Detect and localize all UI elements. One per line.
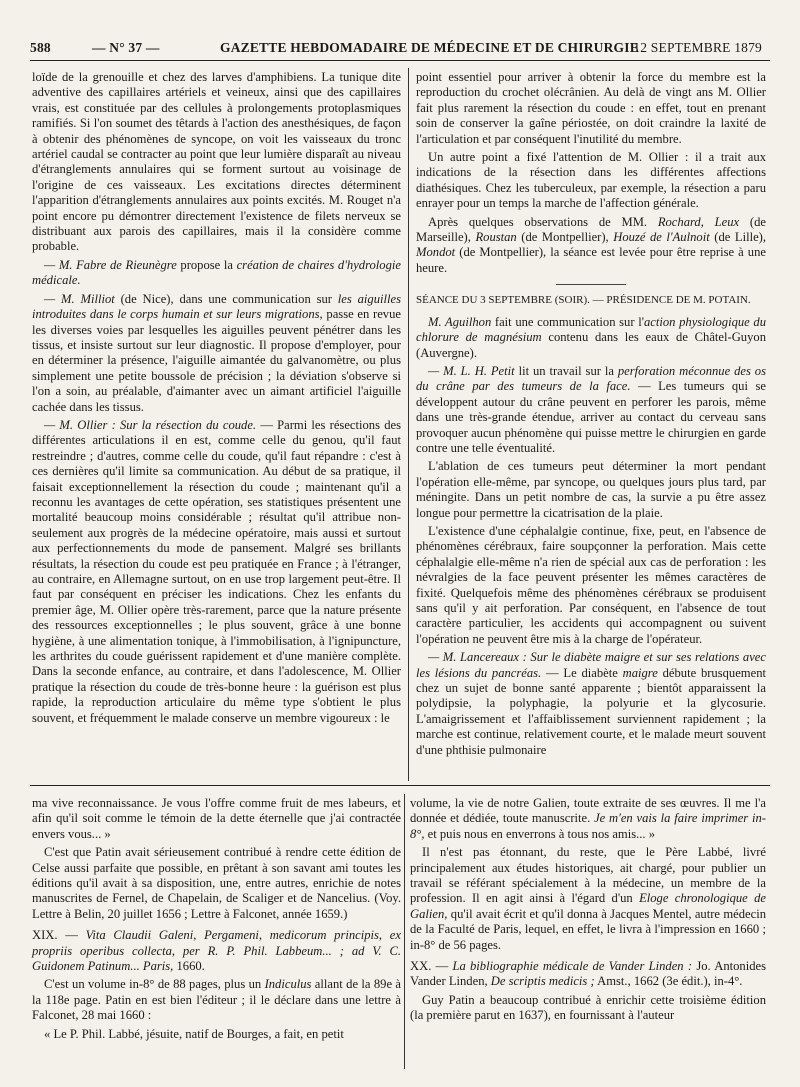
paragraph: « Le P. Phil. Labbé, jésuite, natif de Bourges, a fait, en petit bbox=[44, 1026, 344, 1041]
emphasis: Je m'en vais la faire imprimer in-8°, bbox=[410, 811, 766, 841]
person-name: Mondot bbox=[416, 245, 456, 260]
speaker-name: — M. Lancereaux : Sur le diabète maigre et sur ses relations avec les lésions du pancréas. bbox=[416, 650, 766, 680]
book-title: La bibliographie médicale de Vander Linden : bbox=[452, 959, 693, 974]
paragraph-text: 1660. bbox=[173, 959, 205, 974]
topic-title: action physiologique du chlorure de magnésium bbox=[416, 314, 766, 345]
paragraph: C'est que Patin avait sérieusement contribué à rendre cette édition de Celse aussi parfaite que possible, en prêtant à son savant ami toutes les éditions qu'il avait à sa disposition, une, entre autres, enrichie de notes manuscrites de Fernel, de Chapelain, de Scaliger et de Nancelius. (Voy. Lettre à Belin, 20 juillet 1656 ; Lettre à Falconet, année 1659.) bbox=[32, 845, 401, 921]
book-title: De scriptis medicis ; bbox=[490, 974, 595, 989]
paragraph bbox=[410, 845, 766, 953]
paragraph bbox=[416, 315, 766, 361]
paragraph: Guy Patin a beaucoup contribué à enrichir cette troisième édition (la première parut en 1637), en fournissant à l'auteur bbox=[410, 992, 766, 1023]
paragraph-text: Après quelques observations de MM. bbox=[428, 214, 658, 229]
column-right-top bbox=[416, 70, 766, 761]
separator-rule bbox=[556, 284, 626, 285]
person-name: Rochard, Leux bbox=[657, 214, 740, 229]
bibliography-entry bbox=[410, 959, 766, 990]
topic-title: perforation méconnue des os du crâne par des tumeurs de la face. bbox=[416, 363, 766, 394]
column-left-bottom bbox=[32, 796, 401, 1045]
emphasis: Indiculus bbox=[264, 977, 312, 992]
paragraph-text: et puis nous en enverrons à tous nos amis... » bbox=[424, 826, 655, 841]
speaker-name: M. Aguilhon bbox=[428, 314, 492, 329]
topic-title: les aiguilles introduites dans le corps humain et sur leurs migrations bbox=[32, 291, 401, 322]
page-header bbox=[30, 38, 770, 61]
paragraph: L'ablation de ces tumeurs peut déterminer la mort pendant l'opération elle-même, par syncope, ou quelques jours plus tard, par méningite. Dans un petit nombre de cas, la survie a pu être assez longue pour permettre la cicatrisation de la plaie. bbox=[416, 459, 766, 520]
emphasis: maigre bbox=[622, 665, 658, 680]
paragraph bbox=[410, 796, 766, 842]
paragraph-text: allant de la 89e à la 118e page. Patin en est bien l'éditeur ; il le déclare dans une lettre à Falconet, 28 mai 1660 : bbox=[32, 977, 402, 1023]
entry-number: XX. — bbox=[410, 959, 453, 974]
paragraph-text: — Parmi les résections des différentes articulations il en est, comme celle du genou, qu'il faut restreindre ; d'autres, comme celle du coude, qu'il faut répandre : c'est à ces dernières qu'il limite sa communication. Au début de sa pratique, il faisait exceptionnellement la résection du coude ; maintenant qu'il a reconnu les avantages de cette opération, ses statistiques présentent une mortalité beaucoup moins considérable ; résultat qu'il attribue non-seulement aux progrès de la médecine opératoire, mais aussi et surtout aux perfectionnements du mode de pansement. Malgré ses brillants résultats, la résection du coude est peu pratiquée en France ; à l'étranger, au contraire, en Allemagne surtout, on en use trop largement peut-être. Il faut par conséquent en préciser les indications. Chez les enfants du premier âge, M. Ollier opère très-rarement, parce que la nature présente des ressources exceptionnelles ; le plus souvent, grâce à une bonne hygiène, à une alimentation tonique, à l'immobilisation, à l'ignipuncture, les arthrites du coude guérissent rapidement et d'une manière complète. Dans la seconde enfance, au contraire, et dans l'adolescence, M. Ollier pratique la résection du coude de très-bonne heure : la guérison est plus rapide, la reproduction articulaire du même type s'obtient le plus souvent, et fréquemment le malade conserve un membre vigoureux : le bbox=[32, 417, 401, 725]
speaker-name: — M. L. H. Petit bbox=[428, 363, 515, 378]
paragraph-text: fait une communication sur l' bbox=[491, 314, 644, 329]
paragraph-text: (de Montpellier), bbox=[516, 230, 614, 245]
book-title: Vita Claudii Galeni, Pergameni, medicorum principis, ex propriis operibus collecta, per R. P. Phil. Labbeum... ; ad V. C. Guidonem Patinum... Paris, bbox=[32, 928, 401, 974]
paragraph-text: volume, la vie de notre Galien, toute extraite de ses œuvres. Il me l'a donnée et dédiée, toute manuscrite. bbox=[410, 796, 766, 826]
session-heading: SÉANCE DU 3 SEPTEMBRE (SOIR). — PRÉSIDENCE DE M. POTAIN. bbox=[416, 294, 751, 307]
bibliography-entry bbox=[32, 928, 401, 974]
entry-number: XIX. — bbox=[32, 928, 86, 943]
person-name: Roustan bbox=[475, 230, 517, 245]
issue-number: — N° 37 — bbox=[92, 40, 160, 55]
paragraph-text: Il n'est pas étonnant, du reste, que le Père Labbé, livré principalement aux études historiques, ait chargé, pour publier un travail se référant spécialement à la médecine, un membre de la profession. Il en agit ainsi à l'égard d'un bbox=[410, 845, 766, 906]
paragraph-text: — Les tumeurs qui se développent autour du crâne peuvent en perforer les parois, même dans une très-grande étendue, arriver au contact du cerveau sans provoquer aucun phénomène qui puisse mettre le chirurgien en garde contre une telle éventualité. bbox=[416, 379, 766, 455]
paragraph: loïde de la grenouille et chez des larves d'amphibiens. La tunique dite adventive des capillaires artériels et veineux, ainsi que des capillaires vrais, est constituée par des cellules à prolongements protoplasmiques ramifiés. Si l'on soumet des têtards à l'action des anesthésiques, de façon à obtenir des phénomènes de syncope, on voit les vaisseaux du tronc artériel caudal se contracter au point que leur lumière disparaît au niveau d'étranglements annulaires qui se forment surtout au voisinage de l'origine de ces vaisseaux. Les excitations directes déterminent l'apparition d'étranglements annulaires aux points excités. M. Rouget n'a point encore pu démontrer directement l'existence de filets nerveux se distribuant aux parois des capillaires, mais il la considère comme probable. bbox=[32, 70, 401, 254]
column-divider-top bbox=[408, 68, 409, 781]
paragraph-text: contenu dans les eaux de Châtel-Guyon (Auvergne). bbox=[416, 330, 766, 360]
issue-date: 12 SEPTEMBRE 1879 bbox=[633, 40, 762, 55]
paragraph-text: débute brusquement chez un sujet de bonne santé apparente ; bientôt apparaissent la polydipsie, la polyphagie, la polyurie et la glycosurie. L'amaigrissement et l'affaiblissement surviennent rapidement ; la marche est continue, relativement courte, et le malade meurt souvent d'une phthisie pulmonaire bbox=[416, 665, 766, 757]
paragraph bbox=[416, 364, 766, 456]
book-title: Eloge chronologique de Galien, bbox=[410, 891, 766, 921]
paragraph-text: (de Montpellier), la séance est levée pour être reprise à une heure. bbox=[416, 245, 766, 275]
paragraph-text: Amst., 1662 (3e édit.), in-4°. bbox=[594, 974, 743, 989]
paragraph bbox=[416, 215, 766, 277]
speaker-name: — M. Milliot bbox=[44, 291, 115, 306]
speaker-name: — M. Ollier : Sur la résection du coude. bbox=[44, 417, 257, 432]
paragraph: ma vive reconnaissance. Je vous l'offre comme fruit de mes labeurs, et afin qu'il soit comme le témoin de la dette éternelle que j'ai contractée envers vous... » bbox=[32, 796, 401, 841]
journal-title: GAZETTE HEBDOMADAIRE DE MÉDECINE ET DE CHIRURGIE bbox=[220, 40, 639, 55]
paragraph-text: (de Lille), bbox=[709, 230, 766, 245]
paragraph: point essentiel pour arriver à obtenir la force du membre est la reproduction du crochet olécrânien. Au delà de vingt ans M. Ollier fait plus rarement la résection du coude : en effet, tout en prenant soin de conserver la gaîne périostée, on doit craindre la laxité de l'articulation et par conséquent l'inutilité du membre. bbox=[416, 70, 766, 146]
speaker-name: — M. Fabre de Rieunègre bbox=[44, 257, 177, 272]
column-right-bottom bbox=[410, 796, 766, 1027]
paragraph bbox=[32, 292, 401, 415]
paragraph bbox=[32, 418, 401, 726]
paragraph-text: , passe en revue les diverses voies par lesquelles les aiguilles peuvent pénétrer dans les tissus, et insiste surtout sur leur diagnostic. Il propose d'employer, pour en déterminer la présence, l'aiguille aimantée du galvanomètre, ou plus simplement une petite boussole de précision ; la déviation s'observe si l'on a soin, au préalable, d'aimanter avec un aimant artificiel l'aiguille cachée dans les tissus. bbox=[32, 307, 401, 414]
paragraph: Un autre point a fixé l'attention de M. Ollier : il a trait aux indications de la résection dans les différentes affections diathésiques. Chez les tuberculeux, par exemple, la résection a paru enrayer pour un temps la marche de l'affection générale. bbox=[416, 150, 766, 211]
paragraph-text: lit un travail sur la bbox=[514, 363, 618, 378]
paragraph: L'existence d'une céphalalgie continue, fixe, peut, en l'absence de phénomènes cérébraux, faire soupçonner la perforation. Mais cette céphalalgie elle-même n'a rien de spécial aux cas de perforation : les névralgies de la face peuvent présenter les mêmes caractères de fixité. Quelquefois même des phénomènes cérébraux se produisent sans qu'il y ait perforation. Par conséquent, en l'absence de tout caractère particulier, les accidents qui accompagnent ou suivent l'opération ne peuvent être mis à la charge de l'opérateur. bbox=[416, 523, 766, 646]
paragraph-text: Jo. Antonides Vander Linden, bbox=[410, 959, 766, 989]
paragraph-text: (de Marseille), bbox=[416, 214, 766, 245]
paragraph-text: C'est un volume in-8° de 88 pages, plus un bbox=[44, 977, 265, 992]
paragraph-text: propose la bbox=[176, 257, 237, 272]
paragraph bbox=[416, 650, 766, 758]
page-number: 588 bbox=[30, 40, 51, 55]
topic-title: création de chaires d'hydrologie médicale. bbox=[32, 257, 401, 288]
paragraph-text: (de Nice), dans une communication sur bbox=[114, 291, 338, 306]
paragraph bbox=[32, 258, 401, 289]
paragraph-text: — Le diabète bbox=[541, 665, 623, 680]
column-divider-bottom bbox=[404, 794, 405, 1069]
paragraph-text: qu'il avait écrit et qu'il donna à Jacques Mentel, autre médecin de la Faculté de Paris, lequel, en effet, le livra à l'impression en 1660 ; in-8° de 56 pages. bbox=[410, 906, 766, 952]
paragraph bbox=[32, 977, 401, 1023]
person-name: Houzé de l'Aulnoit bbox=[613, 230, 710, 245]
column-left-top bbox=[32, 70, 401, 729]
section-divider bbox=[30, 785, 770, 786]
